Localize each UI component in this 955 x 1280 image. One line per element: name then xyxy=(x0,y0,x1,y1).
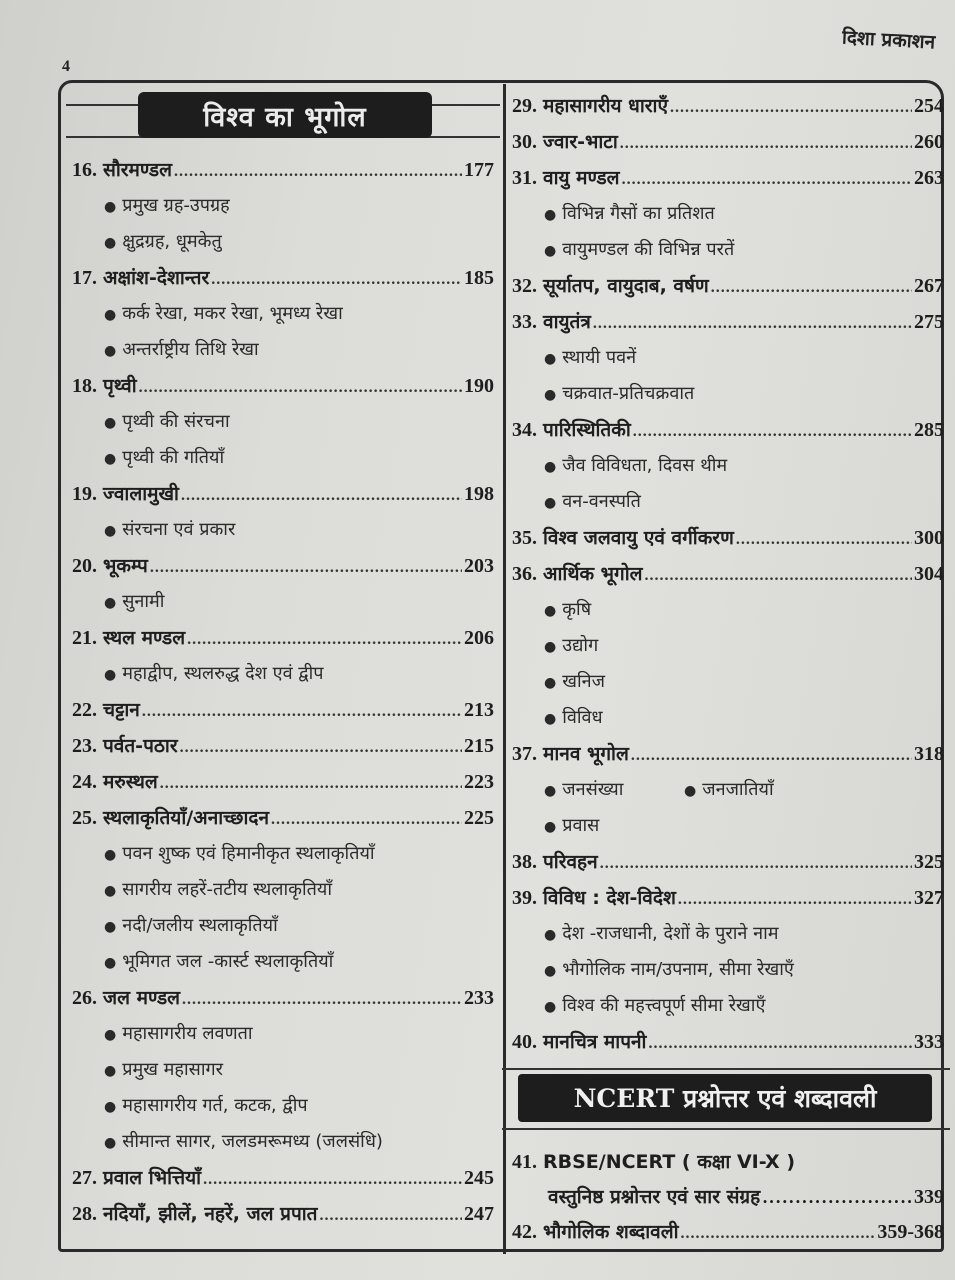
chapter-title: पर्वत-पठार xyxy=(103,735,178,757)
bullet-icon: ● xyxy=(104,307,117,323)
toc-entry[interactable] xyxy=(512,1144,944,1180)
chapter-title: विविध : देश-विदेश xyxy=(543,887,676,909)
subtopic-label: प्रमुख ग्रह-उपग्रह xyxy=(122,195,230,216)
chapter-number: 35. xyxy=(512,527,537,549)
chapter-number: 23. xyxy=(72,735,97,757)
toc-entry[interactable] xyxy=(72,260,494,296)
chapter-title: चट्टान xyxy=(103,699,140,721)
bullet-icon: ● xyxy=(104,415,117,431)
chapter-number: 18. xyxy=(72,375,97,397)
leader-dots xyxy=(620,126,912,162)
bullet-icon: ● xyxy=(104,955,117,971)
leader-dots xyxy=(187,622,462,658)
page-reference: 245 xyxy=(464,1167,494,1189)
toc-entry[interactable] xyxy=(72,152,494,188)
subtopic-label: वायुमण्डल की विभिन्न परतें xyxy=(562,239,735,260)
toc-subtopic xyxy=(512,376,944,412)
toc-subtopic xyxy=(512,628,944,664)
leader-dots xyxy=(631,738,912,774)
chapter-title: मानचित्र मापनी xyxy=(543,1031,647,1053)
toc-subtopic xyxy=(72,1124,494,1160)
leader-dots xyxy=(320,1198,462,1234)
toc-entry[interactable] xyxy=(72,764,494,800)
page-reference: 263 xyxy=(914,167,944,189)
bullet-icon: ● xyxy=(104,523,117,539)
leader-dots xyxy=(142,694,462,730)
publisher-name: दिशा प्रकाशन xyxy=(841,26,936,54)
subtopic-label: पृथ्वी की गतियाँ xyxy=(122,447,225,468)
chapter-title: आर्थिक भूगोल xyxy=(543,563,643,585)
chapter-title: स्थलाकृतियाँ/अनाच्छादन xyxy=(103,807,270,829)
bullet-icon: ● xyxy=(544,207,557,223)
chapter-number: 25. xyxy=(72,807,97,829)
toc-entry[interactable] xyxy=(512,88,944,124)
toc-subtopic xyxy=(684,772,824,808)
toc-entry[interactable] xyxy=(512,304,944,340)
bullet-icon: ● xyxy=(104,883,117,899)
toc-entry[interactable] xyxy=(512,160,944,196)
subtopic-label: महाद्वीप, स्थलरुद्ध देश एवं द्वीप xyxy=(122,663,324,684)
chapter-number: 22. xyxy=(72,699,97,721)
toc-subtopic xyxy=(72,836,494,872)
bullet-icon: ● xyxy=(104,1099,117,1115)
toc-subtopic xyxy=(72,584,494,620)
chapter-number: 28. xyxy=(72,1203,97,1225)
toc-entry[interactable] xyxy=(72,368,494,404)
toc-subtopic xyxy=(72,224,494,260)
leader-dots xyxy=(711,270,912,306)
subtopic-label: खनिज xyxy=(562,671,605,692)
banner-rule xyxy=(502,1128,950,1130)
toc-entry[interactable] xyxy=(72,548,494,584)
section-banner-ncert xyxy=(504,1074,944,1126)
page-reference: 327 xyxy=(914,887,944,909)
chapter-title: विश्व जलवायु एवं वर्गीकरण xyxy=(543,527,734,549)
subtopic-label: भौगोलिक नाम/उपनाम, सीमा रेखाएँ xyxy=(562,959,794,980)
bullet-icon: ● xyxy=(104,451,117,467)
section-banner-world-geography xyxy=(72,92,494,142)
leader-dots xyxy=(670,90,912,126)
toc-subtopic xyxy=(544,772,684,808)
bullet-icon: ● xyxy=(104,1027,117,1043)
bullet-icon: ● xyxy=(544,387,557,403)
toc-entry[interactable] xyxy=(512,124,944,160)
chapter-number: 31. xyxy=(512,167,537,189)
chapter-title: प्रवाल भित्तियाँ xyxy=(103,1167,202,1189)
leader-dots xyxy=(681,1216,876,1252)
chapter-title: RBSE/NCERT ( कक्षा VI-X ) xyxy=(543,1151,795,1173)
bullet-icon: ● xyxy=(544,711,557,727)
toc-subtopic xyxy=(512,700,944,736)
toc-list-left xyxy=(72,152,494,1232)
subtopic-label: स्थायी पवनें xyxy=(562,347,637,368)
subtopic-label: पृथ्वी की संरचना xyxy=(122,411,230,432)
toc-subtopic xyxy=(72,908,494,944)
subtopic-label: संरचना एवं प्रकार xyxy=(122,519,236,540)
bullet-icon: ● xyxy=(544,351,557,367)
leader-dots xyxy=(271,802,462,838)
leader-dots xyxy=(150,550,462,586)
page-reference: 177 xyxy=(464,159,494,181)
chapter-title: जल मण्डल xyxy=(103,987,181,1009)
page-reference: 213 xyxy=(464,699,494,721)
toc-entry[interactable] xyxy=(72,980,494,1016)
leader-dots xyxy=(139,370,462,406)
toc-subtopic xyxy=(512,484,944,520)
subtopic-label: महासागरीय लवणता xyxy=(122,1023,253,1044)
leader-dots xyxy=(211,262,462,298)
subtopic-label: भूमिगत जल -कार्स्ट स्थलाकृतियाँ xyxy=(122,951,334,972)
left-column xyxy=(72,92,494,1232)
bullet-icon: ● xyxy=(104,235,117,251)
toc-subtopic xyxy=(72,188,494,224)
leader-dots xyxy=(645,558,912,594)
toc-subtopic xyxy=(512,592,944,628)
toc-entry[interactable] xyxy=(72,1196,494,1232)
chapter-title: परिवहन xyxy=(543,851,598,873)
toc-entry[interactable] xyxy=(512,844,944,880)
leader-dots xyxy=(736,522,912,558)
bullet-icon: ● xyxy=(104,847,117,863)
page-reference: 190 xyxy=(464,375,494,397)
chapter-title: महासागरीय धाराएँ xyxy=(543,95,668,117)
page-reference: 359-368 xyxy=(877,1221,944,1243)
leader-dots xyxy=(762,1181,912,1215)
leader-dots xyxy=(203,1162,462,1198)
page-reference: 223 xyxy=(464,771,494,793)
bullet-icon: ● xyxy=(544,639,557,655)
toc-subtopic xyxy=(72,1052,494,1088)
chapter-number: 39. xyxy=(512,887,537,909)
chapter-number: 36. xyxy=(512,563,537,585)
page-reference: 233 xyxy=(464,987,494,1009)
toc-subtopic xyxy=(512,664,944,700)
toc-subtopic xyxy=(512,340,944,376)
chapter-title: अक्षांश-देशान्तर xyxy=(103,267,210,289)
toc-entry[interactable] xyxy=(512,268,944,304)
chapter-title: सौरमण्डल xyxy=(103,159,172,181)
page-reference: 198 xyxy=(464,483,494,505)
page-reference: 304 xyxy=(914,563,944,585)
toc-subtopic-row xyxy=(512,772,944,808)
subtopic-label: सागरीय लहरें-तटीय स्थलाकृतियाँ xyxy=(122,879,333,900)
subtopic-label: वन-वनस्पति xyxy=(562,491,641,512)
subtopic-label: प्रमुख महासागर xyxy=(122,1059,223,1080)
toc-subtopic xyxy=(512,232,944,268)
toc-entry-continuation[interactable] xyxy=(512,1180,944,1214)
toc-entry[interactable] xyxy=(512,880,944,916)
chapter-number: 24. xyxy=(72,771,97,793)
toc-entry[interactable] xyxy=(512,412,944,448)
page-reference: 215 xyxy=(464,735,494,757)
bullet-icon: ● xyxy=(684,783,697,799)
toc-entry[interactable] xyxy=(72,620,494,656)
toc-entry[interactable] xyxy=(512,736,944,772)
bullet-icon: ● xyxy=(544,603,557,619)
toc-subtopic xyxy=(512,808,944,844)
bullet-icon: ● xyxy=(544,963,557,979)
page-reference: 318 xyxy=(914,743,944,765)
chapter-number: 30. xyxy=(512,131,537,153)
chapter-number: 17. xyxy=(72,267,97,289)
page-reference: 285 xyxy=(914,419,944,441)
chapter-title: भौगोलिक शब्दावली xyxy=(543,1221,679,1243)
subtopic-label: कर्क रेखा, मकर रेखा, भूमध्य रेखा xyxy=(122,303,343,324)
page-reference: 206 xyxy=(464,627,494,649)
subtopic-label: सीमान्त सागर, जलडमरूमध्य (जलसंधि) xyxy=(122,1131,383,1152)
bullet-icon: ● xyxy=(544,495,557,511)
toc-entry[interactable] xyxy=(72,800,494,836)
chapter-number: 42. xyxy=(512,1221,537,1243)
page-reference: 267 xyxy=(914,275,944,297)
subtopic-label: महासागरीय गर्त, कटक, द्वीप xyxy=(122,1095,308,1116)
leader-dots xyxy=(600,846,912,882)
chapter-title: वायुतंत्र xyxy=(543,311,591,333)
subtopic-label: जैव विविधता, दिवस थीम xyxy=(562,455,728,476)
right-column xyxy=(512,88,944,1250)
page-reference: 325 xyxy=(914,851,944,873)
toc-subtopic xyxy=(512,916,944,952)
chapter-title: पारिस्थितिकी xyxy=(543,419,631,441)
toc-subtopic xyxy=(72,332,494,368)
page-reference: 203 xyxy=(464,555,494,577)
toc-list-right xyxy=(512,88,944,1060)
banner-rule xyxy=(502,1068,950,1070)
chapter-number: 34. xyxy=(512,419,537,441)
chapter-number: 38. xyxy=(512,851,537,873)
leader-dots xyxy=(593,306,912,342)
bullet-icon: ● xyxy=(544,819,557,835)
toc-entry[interactable] xyxy=(512,1214,944,1250)
toc-entry[interactable] xyxy=(72,1160,494,1196)
subtopic-label: विविध xyxy=(562,707,603,728)
chapter-number: 26. xyxy=(72,987,97,1009)
toc-subtopic xyxy=(512,952,944,988)
bullet-icon: ● xyxy=(544,927,557,943)
toc-subtopic xyxy=(512,988,944,1024)
bullet-icon: ● xyxy=(104,595,117,611)
section-title: विश्व का भूगोल xyxy=(138,92,432,138)
bullet-icon: ● xyxy=(544,459,557,475)
leader-dots xyxy=(633,414,912,450)
chapter-number: 20. xyxy=(72,555,97,577)
toc-subtopic xyxy=(72,404,494,440)
leader-dots xyxy=(678,882,912,918)
chapter-number: 37. xyxy=(512,743,537,765)
toc-subtopic xyxy=(72,296,494,332)
toc-subtopic xyxy=(72,440,494,476)
chapter-title: ज्वार-भाटा xyxy=(543,131,618,153)
bullet-icon: ● xyxy=(544,675,557,691)
subtopic-label: नदी/जलीय स्थलाकृतियाँ xyxy=(122,915,278,936)
chapter-title: वायु मण्डल xyxy=(543,167,620,189)
page-reference: 260 xyxy=(914,131,944,153)
toc-subtopic xyxy=(72,512,494,548)
toc-subtopic xyxy=(512,196,944,232)
chapter-title: सूर्यातप, वायुदाब, वर्षण xyxy=(543,275,709,297)
bullet-icon: ● xyxy=(104,667,117,683)
toc-list-ncert xyxy=(512,1144,944,1250)
chapter-number: 21. xyxy=(72,627,97,649)
bullet-icon: ● xyxy=(104,1135,117,1151)
bullet-icon: ● xyxy=(544,783,557,799)
toc-entry[interactable] xyxy=(72,476,494,512)
bullet-icon: ● xyxy=(544,999,557,1015)
page-reference: 333 xyxy=(914,1031,944,1053)
chapter-number: 19. xyxy=(72,483,97,505)
subtopic-label: प्रवास xyxy=(562,815,600,836)
toc-subtopic xyxy=(72,872,494,908)
page-reference: 185 xyxy=(464,267,494,289)
leader-dots xyxy=(174,154,462,190)
page-reference: 254 xyxy=(914,95,944,117)
section-title: NCERT प्रश्नोत्तर एवं शब्दावली xyxy=(518,1074,932,1122)
subtopic-label: विभिन्न गैसों का प्रतिशत xyxy=(562,203,715,224)
leader-dots xyxy=(622,162,912,198)
chapter-title: ज्वालामुखी xyxy=(103,483,179,505)
leader-dots xyxy=(181,478,462,514)
chapter-title: स्थल मण्डल xyxy=(103,627,186,649)
subtopic-label: पवन शुष्क एवं हिमानीकृत स्थलाकृतियाँ xyxy=(122,843,375,864)
subtopic-label: उद्योग xyxy=(562,635,599,656)
subtopic-label: अन्तर्राष्ट्रीय तिथि रेखा xyxy=(122,339,259,360)
bullet-icon: ● xyxy=(104,919,117,935)
toc-subtopic xyxy=(512,448,944,484)
chapter-title: पृथ्वी xyxy=(103,375,137,397)
page-number: 4 xyxy=(62,58,70,75)
chapter-title: नदियाँ, झीलें, नहरें, जल प्रपात xyxy=(103,1203,318,1225)
chapter-title: मानव भूगोल xyxy=(543,743,629,765)
toc-subtopic xyxy=(72,656,494,692)
toc-subtopic xyxy=(72,944,494,980)
chapter-title: मरुस्थल xyxy=(103,771,158,793)
bullet-icon: ● xyxy=(104,199,117,215)
subtopic-label: कृषि xyxy=(562,599,592,620)
leader-dots xyxy=(648,1026,912,1062)
subtopic-label: जनसंख्या xyxy=(562,779,624,800)
toc-entry[interactable] xyxy=(72,692,494,728)
toc-entry[interactable] xyxy=(512,520,944,556)
subtopic-label: विश्व की महत्त्वपूर्ण सीमा रेखाएँ xyxy=(562,995,766,1016)
bullet-icon: ● xyxy=(104,343,117,359)
page-reference: 275 xyxy=(914,311,944,333)
toc-entry[interactable] xyxy=(512,556,944,592)
chapter-number: 29. xyxy=(512,95,537,117)
toc-subtopic xyxy=(72,1088,494,1124)
subtopic-label: देश -राजधानी, देशों के पुराने नाम xyxy=(562,923,779,944)
leader-dots xyxy=(180,730,462,766)
bullet-icon: ● xyxy=(544,243,557,259)
subtopic-label: सुनामी xyxy=(122,591,165,612)
toc-entry[interactable] xyxy=(512,1024,944,1060)
subtopic-label: चक्रवात-प्रतिचक्रवात xyxy=(562,383,695,404)
chapter-title-continued: वस्तुनिष्ठ प्रश्नोत्तर एवं सार संग्रह xyxy=(548,1186,761,1208)
page-reference: 225 xyxy=(464,807,494,829)
leader-dots xyxy=(160,766,462,802)
chapter-title: भूकम्प xyxy=(103,555,148,577)
chapter-number: 16. xyxy=(72,159,97,181)
page-reference: 339 xyxy=(914,1186,944,1208)
subtopic-label: जनजातियाँ xyxy=(702,779,774,800)
page-reference: 247 xyxy=(464,1203,494,1225)
chapter-number: 41. xyxy=(512,1151,537,1173)
chapter-number: 27. xyxy=(72,1167,97,1189)
leader-dots xyxy=(182,982,462,1018)
bullet-icon: ● xyxy=(104,1063,117,1079)
chapter-number: 40. xyxy=(512,1031,537,1053)
page-reference: 300 xyxy=(914,527,944,549)
toc-subtopic xyxy=(72,1016,494,1052)
subtopic-label: क्षुद्रग्रह, धूमकेतु xyxy=(122,231,222,252)
toc-entry[interactable] xyxy=(72,728,494,764)
chapter-number: 33. xyxy=(512,311,537,333)
chapter-number: 32. xyxy=(512,275,537,297)
